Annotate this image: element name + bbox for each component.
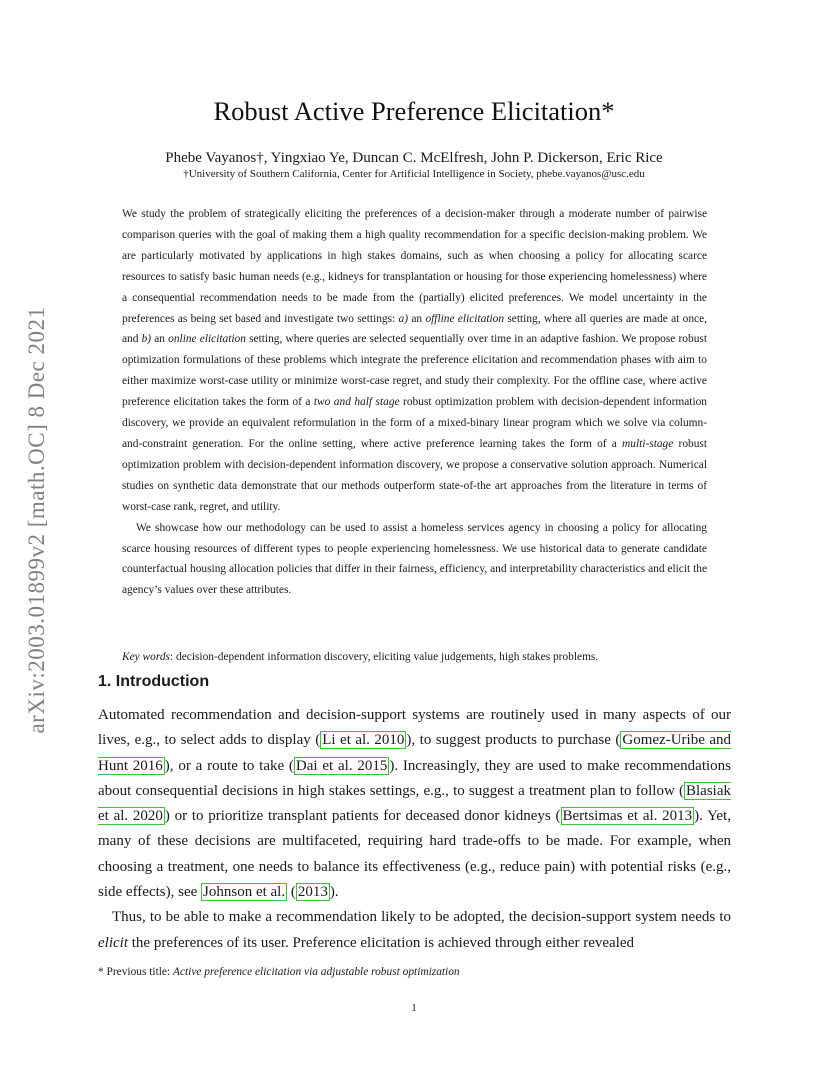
intro-text: Automated recommendation and decision-support systems are routinely used in many aspects of our lives, e.g., to select adds to display (	[98, 707, 731, 749]
abstract-label-b: b)	[141, 333, 152, 346]
intro-text: (	[287, 884, 296, 901]
abstract-text: robust optimization problem with decision-dependent information discovery, we provide an equivalent reformulation in the form of a mixed-binary linear program which we solve via column-and-constraint generation. For the online setting, where active preference learning takes the form of a	[122, 396, 707, 450]
citation-link[interactable]: 2013	[297, 884, 328, 901]
paper-title: Robust Active Preference Elicitation*	[213, 96, 615, 126]
intro-text: ). Yet, many of these decisions are multifaceted, requiring hard trade-offs to be made. For example, when choosing a treatment, one needs to balance its effectiveness (e.g., reduce pain) with potential risks (e.g., side effects), see	[98, 808, 731, 901]
introduction-body	[98, 703, 731, 956]
author-list: Phebe Vayanos†, Yingxiao Ye, Duncan C. McElfresh, John P. Dickerson, Eric Rice	[165, 150, 663, 166]
citation-link[interactable]: Li et al. 2010	[322, 732, 405, 749]
keywords	[122, 648, 707, 666]
abstract-text: an	[151, 333, 169, 346]
page-number: 1	[411, 1002, 417, 1014]
abstract-term-offline: offline elicitation	[425, 312, 505, 325]
keywords-text: decision-dependent information discovery, eliciting value judgements, high stakes problems.	[176, 651, 599, 663]
abstract	[122, 204, 707, 601]
intro-text: ). Increasingly, they are used to make recommendations about consequential decisions in high stakes settings, e.g., to suggest a treatment plan to follow (	[98, 757, 731, 799]
intro-text: ) or to prioritize transplant patients for deceased donor kidneys (	[164, 808, 561, 825]
abstract-term-multi: multi-stage	[622, 437, 674, 450]
abstract-term-two-half: two and half stage	[313, 396, 400, 409]
citation-link[interactable]: Bertsimas et al. 2013	[562, 808, 693, 825]
abstract-label-a: a)	[398, 312, 409, 325]
intro-paragraph-1	[98, 703, 731, 905]
abstract-term-online: online elicitation	[168, 333, 246, 346]
footnote-text: Active preference elicitation via adjustable robust optimization	[173, 966, 460, 978]
intro-text: ).	[329, 884, 339, 901]
intro-text: ), to suggest products to purchase (	[406, 732, 621, 749]
abstract-text: an	[408, 312, 426, 325]
intro-text: the preferences of its user. Preference elicitation is achieved through either revealed	[128, 934, 635, 951]
abstract-paragraph-2: We showcase how our methodology can be used to assist a homeless services agency in choosing a policy for allocating scarce housing resources of different types to people experiencing homelessness. We use historical data to generate candidate counterfactual housing allocation policies that differ in their fairness, efficiency, and interpretability characteristics and elicit the agency’s values over these attributes.	[122, 521, 707, 597]
arxiv-sidebar	[24, 270, 50, 770]
arxiv-identifier: arXiv:2003.01899v2 [math.OC] 8 Dec 2021	[24, 306, 49, 734]
citation-link[interactable]: Blasiak et al. 2020	[98, 782, 731, 825]
intro-text: Thus, to be able to make a recommendation likely to be adopted, the decision-support system needs to	[112, 909, 731, 926]
keywords-colon: :	[170, 651, 177, 663]
abstract-text: setting, where all queries are made at once, and	[122, 312, 708, 346]
citation-link[interactable]: Dai et al. 2015	[295, 757, 388, 774]
intro-term-elicit: elicit	[98, 934, 128, 951]
abstract-text: setting, where queries are selected sequentially over time in an adaptive fashion. We propose robust optimization formulations of these problems which integrate the preference elicitation and recommendation phases with aim to either maximize worst-case utility or minimize worst-case regret, and study their complexity. For the offline case, where active preference elicitation takes the form of a	[122, 333, 707, 409]
footnote-mark: * Previous title:	[98, 966, 173, 978]
footnote	[98, 966, 460, 978]
intro-paragraph-2	[98, 905, 731, 956]
intro-text: ), or a route to take (	[164, 757, 294, 774]
abstract-text: We study the problem of strategically eliciting the preferences of a decision-maker through a moderate number of pairwise comparison queries with the goal of making them a high quality recommendation for a specific decision-making problem. We are particularly motivated by applications in high stakes domains, such as when choosing a policy for allocating scarce resources to satisfy basic human needs (e.g., kidneys for transplantation or housing for those experiencing homelessness) where a consequential recommendation needs to be made from the (partially) elicited preferences. We model uncertainty in the preferences as being set based and investigate two settings:	[122, 208, 707, 325]
abstract-text: robust optimization problem with decision-dependent information discovery, we propose a conservative solution approach. Numerical studies on synthetic data demonstrate that our methods outperform state-of-the art approaches from the literature in terms of worst-case rank, regret, and utility.	[122, 437, 707, 513]
abstract-paragraph-1	[122, 204, 707, 518]
keywords-label: Key words	[122, 651, 170, 663]
citation-link[interactable]: Gomez-Uribe and Hunt 2016	[98, 732, 731, 774]
section-heading-introduction: 1. Introduction	[98, 673, 210, 690]
affiliation: †University of Southern California, Center for Artificial Intelligence in Society, phebe.vayanos@usc.edu	[183, 168, 645, 180]
citation-link[interactable]: Johnson et al.	[203, 884, 286, 901]
